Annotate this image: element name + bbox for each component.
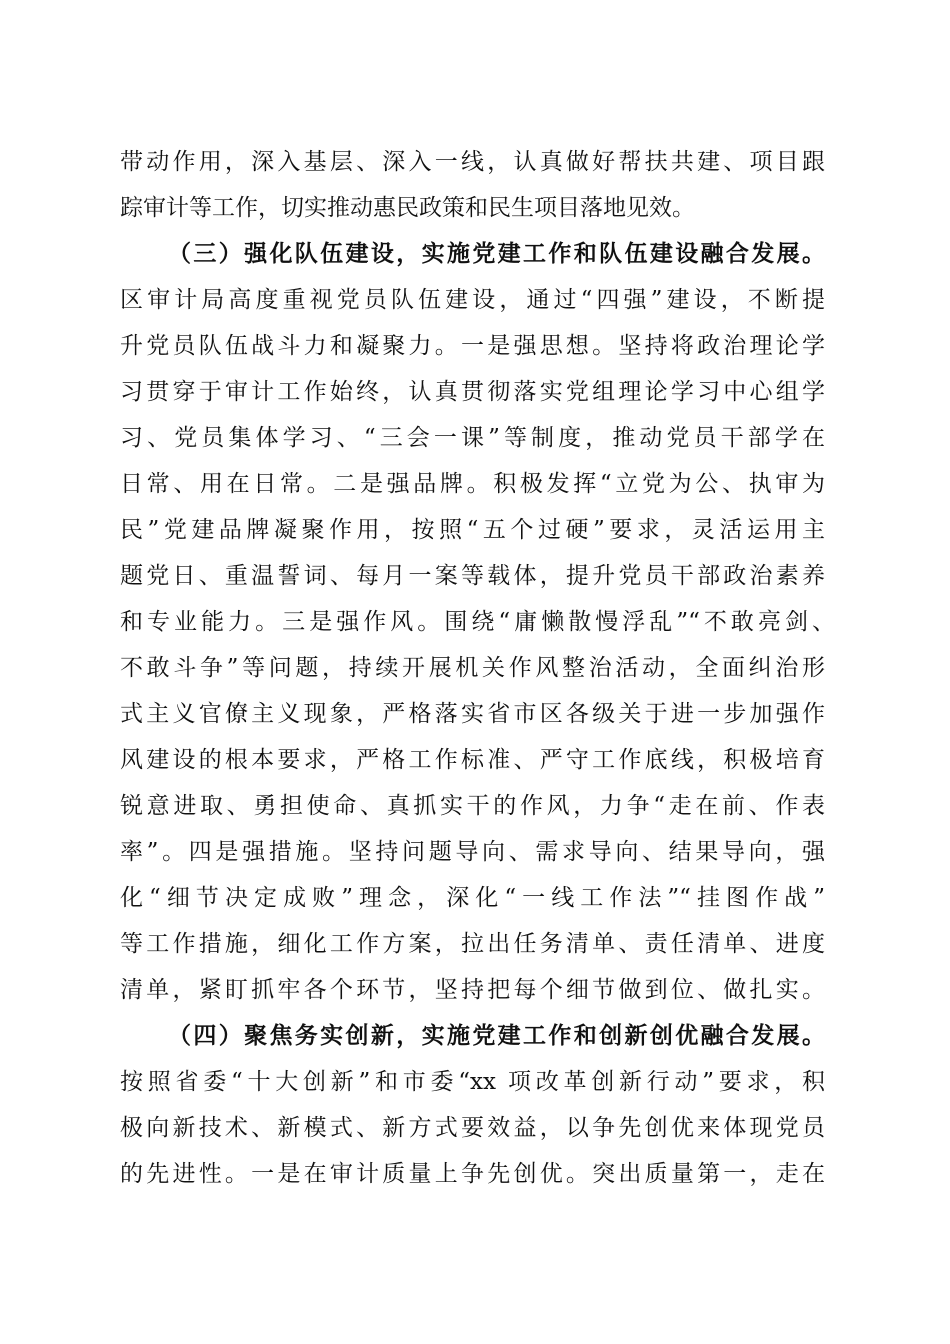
paragraph-1-line-1: 带动作用，深入基层、深入一线，认真做好帮扶共建、项目跟 (120, 149, 825, 175)
paragraph-2-line-2: 升党员队伍战斗力和凝聚力。一是强思想。坚持将政治理论学 (120, 333, 825, 359)
paragraph-2-line-6: 民”党建品牌凝聚作用，按照“五个过硬”要求，灵活运用主 (120, 517, 825, 543)
paragraph-2-line-12: 锐意进取、勇担使命、真抓实干的作风，力争“走在前、作表 (120, 793, 825, 819)
paragraph-2-line-5: 日常、用在日常。二是强品牌。积极发挥“立党为公、执审为 (120, 471, 825, 497)
paragraph-2-line-9: 不敢斗争”等问题，持续开展机关作风整治活动，全面纠治形 (120, 655, 825, 681)
paragraph-3-line-2: 极向新技术、新模式、新方式要效益，以争先创优来体现党员 (120, 1115, 825, 1141)
paragraph-3-line-3: 的先进性。一是在审计质量上争先创优。突出质量第一，走在 (120, 1161, 825, 1187)
paragraph-2-line-8: 和专业能力。三是强作风。围绕“庸懒散慢浮乱”“不敢亮剑、 (120, 609, 835, 635)
paragraph-2-line-13: 率”。四是强措施。坚持问题导向、需求导向、结果导向，强 (120, 839, 825, 865)
paragraph-2-line-14: 化“细节决定成败”理念，深化“一线工作法”“挂图作战” (120, 885, 825, 911)
paragraph-2-line-10: 式主义官僚主义现象，严格落实省市区各级关于进一步加强作 (120, 701, 825, 727)
paragraph-2-line-7: 题党日、重温誓词、每月一案等载体，提升党员干部政治素养 (120, 563, 825, 589)
paragraph-2-line-3: 习贯穿于审计工作始终，认真贯彻落实党组理论学习中心组学 (120, 379, 825, 405)
paragraph-2-line-1: 区审计局高度重视党员队伍建设，通过“四强”建设，不断提 (120, 287, 825, 313)
paragraph-2-line-11: 风建设的根本要求，严格工作标准、严守工作底线，积极培育 (120, 747, 825, 773)
paragraph-2-line-16: 清单，紧盯抓牢各个环节，坚持把每个细节做到位、做扎实。 (120, 977, 825, 1003)
paragraph-1-line-2: 踪审计等工作，切实推动惠民政策和民生项目落地见效。 (120, 195, 695, 221)
paragraph-2-line-4: 习、党员集体学习、“三会一课”等制度，推动党员干部学在 (120, 425, 825, 451)
paragraph-2-line-15: 等工作措施，细化工作方案，拉出任务清单、责任清单、进度 (120, 931, 825, 957)
section-3-heading: （三）强化队伍建设，实施党建工作和队伍建设融合发展。 (168, 240, 825, 267)
paragraph-3-line-1: 按照省委“十大创新”和市委“xx 项改革创新行动”要求，积 (120, 1069, 825, 1095)
section-4-heading: （四）聚焦务实创新，实施党建工作和创新创优融合发展。 (168, 1022, 825, 1049)
